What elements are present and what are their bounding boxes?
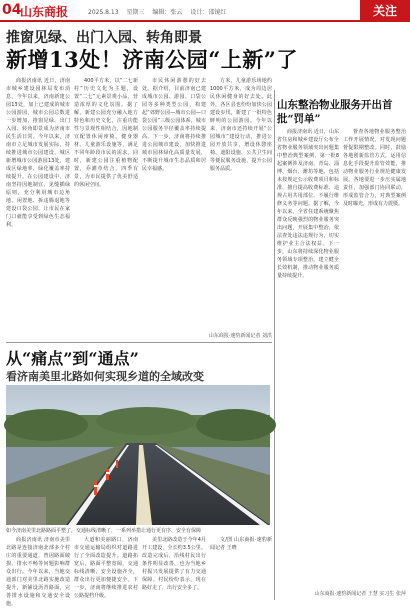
body-text: 市民休闲游憩的好去处。据介绍，目前济南已建成城市公园、游园、口袋公园等多种类型公园，构建起“郊野公园—城市公园—口袋公园”三级公园体系，城市公园服务半径覆盖率持续提高。下一步，济南将持续推进公园城市建设，加快推进城市园林绿化高质量发展，不断提升城市生态品质和居民幸福感。 xyxy=(142,78,206,172)
issue-date: 2025.8.13 xyxy=(88,9,119,16)
feature-column-3 xyxy=(142,536,206,600)
photo-caption: 如今济南美里北路路面平整了，交通标线清晰了，一系列举措让通行更有序、安全有保障 xyxy=(6,528,202,534)
masthead-meta xyxy=(88,7,232,16)
column-divider xyxy=(274,90,275,600)
body-text: 大道和美丽路口，济南市交通运输局组织对道路进行了全面改造提升。道路拓宽后，路面平整宽阔，交通标线清晰，安全设施齐全，群众出行更加便捷安全。下一步，济南将继续推进农村公路提档升级。 xyxy=(74,537,138,599)
top-story-kicker: 推窗见绿、出门入园、转角即景 xyxy=(6,30,202,46)
feature-signature: 文/图 山东商报·速豹新闻记者 王晓 xyxy=(210,537,272,551)
section-tag: 关注 xyxy=(360,0,410,22)
body-text: 督查各地物业服务整治工作开展情况，对发现问题督促限期整改。同时，鼓励各地创新监管方式，运用信息化手段提升监管效能，推动物业服务行业规范健康发展。各地要进一步压实属地责任，加强部门协同联动，形成监管合力，对典型案例及时曝光，形成有力震慑。 xyxy=(343,129,406,207)
top-story-column-2 xyxy=(74,77,138,339)
side-story-headline: 山东整治物业服务开出首批“罚单” xyxy=(277,99,393,125)
feature-headline: 看济南美里北路如何实现乡道的全域改变 xyxy=(6,370,204,383)
design-credit: 设计：邵镜红 xyxy=(190,9,227,16)
feature-column-2 xyxy=(74,536,138,600)
side-story-column-2 xyxy=(343,128,406,580)
page-number: 04 xyxy=(2,2,22,18)
newspaper-brand: 山东商报 xyxy=(20,5,69,19)
road-scene-illustration xyxy=(6,385,270,525)
masthead xyxy=(0,0,410,22)
top-story-column-1 xyxy=(6,77,70,339)
top-story-column-3 xyxy=(142,77,206,339)
top-story-column-4 xyxy=(210,77,272,331)
section-divider xyxy=(6,342,272,343)
editor-credit: 编辑：张云 xyxy=(152,9,183,16)
side-story-column-1 xyxy=(277,128,339,588)
top-story-signature: 山东商报·速豹新闻记者 刘洪 xyxy=(208,333,272,339)
body-text: 方米，儿童游乐场地约1000平方米，成为周边居民休闲健身的好去处。此外，各区县也纷纷加快公园建设步伐，新建了一批特色鲜明的公园游园。今年以来，济南市还持续开展“公园城市”建设行动，推进公园开放共享，增设休憩座椅、遮阳设施、公共卫生间等便民服务设施，提升公园服务品质。 xyxy=(210,78,272,172)
body-text: 美里北路改造于今年4月开工建设，全长约3.5公里。改造完成后，沿线村民出行条件明显改善，也为当地乡村振兴发展提供了有力交通保障。村民纷纷表示，现在路好走了，出行安全多了。 xyxy=(142,537,206,591)
road-photo xyxy=(6,385,270,525)
body-text: 商报济南讯 近日，济南市城乡建设园林局发布消息，今年以来，济南新建公园13处，加上已建成的城市公园游园，城市公园总数进一步增加，推窗见绿、出门入园、转角即景成为济南市民生活日常。今年以来，济南市立足城市发展实际，持续推进城市公园建设，城区新增城市公园游园13处，建成区绿地率、绿化覆盖率持续提升。在公园建设中，济南坚持因地制宜、见缝插绿原则，充分利用城市边角地、闲置地、拆违腾退地等建设口袋公园，让市民在家门口就能享受到绿色生态福利。 xyxy=(6,78,70,228)
feature-column-4 xyxy=(210,536,272,592)
body-text: 商报济南讯 近日，山东省住房和城乡建设厅公布全省物业服务领域突出问题集中整治典型案例，第一批8起案例涉及济南、青岛、淄博、烟台、潍坊等地，包括未按规定公示收费项目和标准、擅自提高收费标准、违规占用共用部位、不履行维修义务等问题。据了解，今年以来，全省住建系统聚焦群众反映强烈的物业服务突出问题，开展集中整治，依法查处违法违规行为，切实维护业主合法权益。下一步，山东将持续深化物业服务领域专项整治，建立健全长效机制，推动物业服务质量持续提升。 xyxy=(277,129,339,279)
side-story-signature: 山东商报·速豹新闻记者 王慧 实习生 张萍 xyxy=(314,591,406,597)
feature-column-1 xyxy=(6,536,70,607)
feature-kicker: 从“痛点”到“通点” xyxy=(6,349,139,368)
top-story-headline: 新增13处！济南公园“上新”了 xyxy=(6,47,298,72)
issue-weekday: 星期三 xyxy=(126,9,145,16)
body-text: 商报济南讯 济南市美里北路是连接济南北部多个村庄的重要通道，曾因路面破损、排水不畅等问题影响群众出行。今年以来，当地交通部门对美里北路实施改造提升，新铺设沥青路面，完善排水设施和交通安全设施。 xyxy=(6,537,70,607)
body-text: 400平方米，以“二七新村”历史文化为主题，设置“二七”元素景观小品，营造浓厚的文化氛围。据了解，新建公园充分融入地方特色和历史文化，注重功能性与景观性相结合，因地制宜配置休闲座椅、健身器材、儿童游乐设施等，满足不同年龄段市民的需求。同时，新建公园注重植物配置，乔灌草结合，四季有景，为市民提供了优美舒适的休闲空间。 xyxy=(74,78,138,188)
